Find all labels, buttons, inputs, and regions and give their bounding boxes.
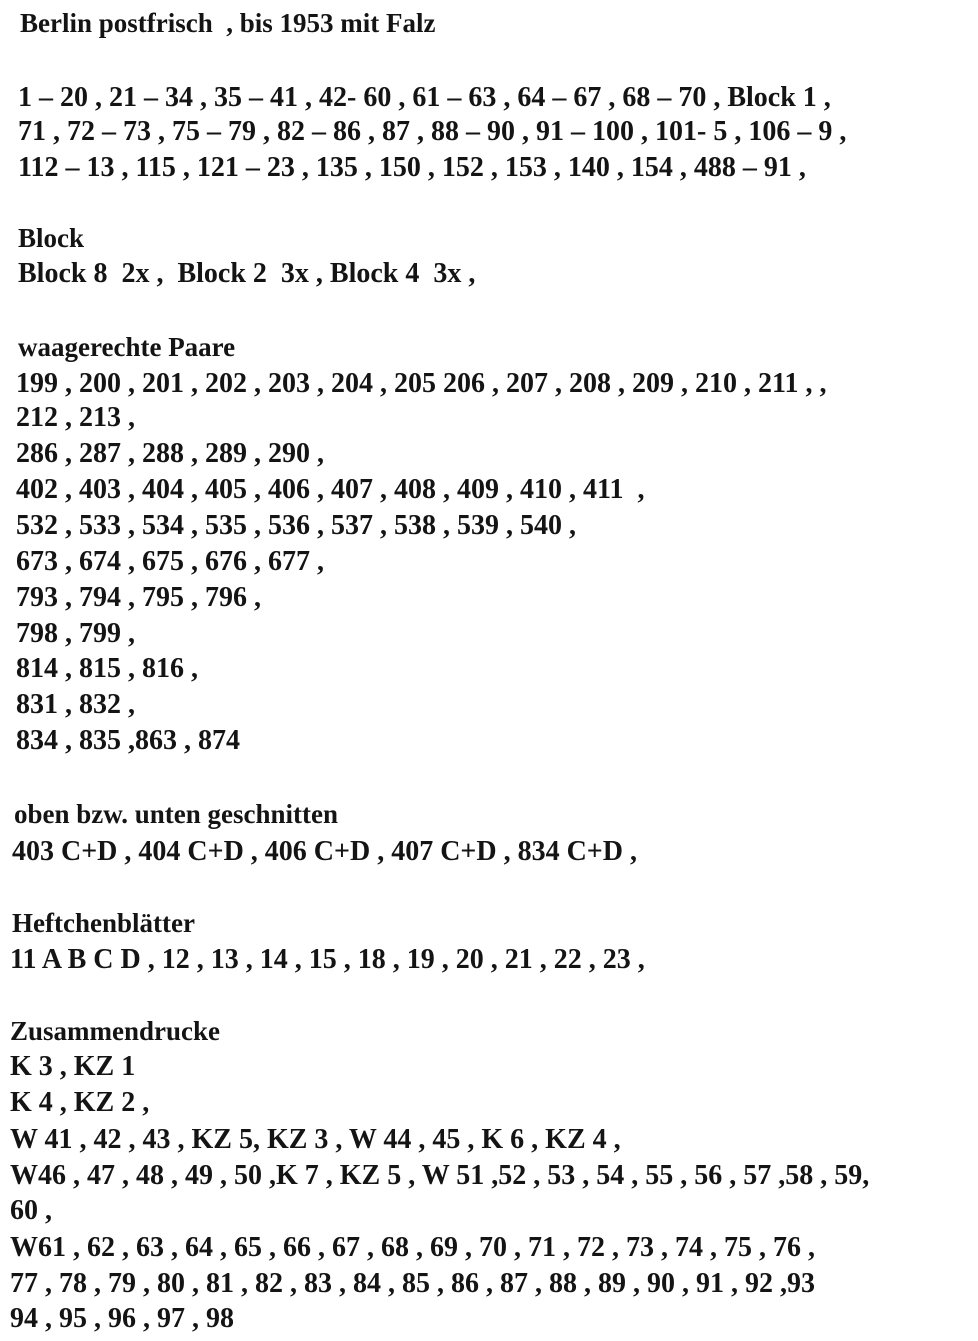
block-heading: Block <box>18 223 85 253</box>
setenant-line: K 3 , KZ 1 <box>10 1051 136 1082</box>
setenant-line: W46 , 47 , 48 , 49 , 50 ,K 7 , KZ 5 , W 51 ,52 , 53 , 54 , 55 , 56 , 57 ,58 , 59, <box>10 1160 870 1191</box>
setenant-line: 77 , 78 , 79 , 80 , 81 , 82 , 83 , 84 , 85 , 86 , 87 , 88 , 89 , 90 , 91 , 92 ,93 <box>10 1268 815 1299</box>
pairs-line: 673 , 674 , 675 , 676 , 677 , <box>16 546 324 577</box>
setenant-line: 94 , 95 , 96 , 97 , 98 <box>10 1303 234 1334</box>
intro-line: 112 – 13 , 115 , 121 – 23 , 135 , 150 , 152 , 153 , 140 , 154 , 488 – 91 , <box>18 152 806 183</box>
booklet-heading: Heftchenblätter <box>12 908 195 938</box>
booklet-line: 11 A B C D , 12 , 13 , 14 , 15 , 18 , 19 , 20 , 21 , 22 , 23 , <box>10 944 645 975</box>
pairs-line: 286 , 287 , 288 , 289 , 290 , <box>16 438 324 469</box>
pairs-line: 532 , 533 , 534 , 535 , 536 , 537 , 538 , 539 , 540 , <box>16 510 576 541</box>
block-line: Block 8 2x , Block 2 3x , Block 4 3x , <box>18 258 476 289</box>
page-title: Berlin postfrisch , bis 1953 mit Falz <box>20 8 436 38</box>
setenant-line: W61 , 62 , 63 , 64 , 65 , 66 , 67 , 68 , 69 , 70 , 71 , 72 , 73 , 74 , 75 , 76 , <box>10 1232 815 1263</box>
setenant-line: K 4 , KZ 2 , <box>10 1087 150 1118</box>
pairs-line: 199 , 200 , 201 , 202 , 203 , 204 , 205 206 , 207 , 208 , 209 , 210 , 211 , , <box>16 368 827 399</box>
setenant-line: 60 , <box>10 1195 52 1226</box>
pairs-line: 212 , 213 , <box>16 402 135 433</box>
pairs-heading: waagerechte Paare <box>18 332 236 362</box>
intro-line: 1 – 20 , 21 – 34 , 35 – 41 , 42- 60 , 61 – 63 , 64 – 67 , 68 – 70 , Block 1 , <box>18 82 831 113</box>
pairs-line: 402 , 403 , 404 , 405 , 406 , 407 , 408 , 409 , 410 , 411 , <box>16 474 645 505</box>
pairs-line: 793 , 794 , 795 , 796 , <box>16 582 261 613</box>
cut-heading: oben bzw. unten geschnitten <box>14 799 339 829</box>
pairs-line: 834 , 835 ,863 , 874 <box>16 725 240 756</box>
setenant-heading: Zusammendrucke <box>10 1016 221 1046</box>
setenant-line: W 41 , 42 , 43 , KZ 5, KZ 3 , W 44 , 45 , K 6 , KZ 4 , <box>10 1124 621 1155</box>
intro-line: 71 , 72 – 73 , 75 – 79 , 82 – 86 , 87 , 88 – 90 , 91 – 100 , 101- 5 , 106 – 9 , <box>18 116 847 147</box>
pairs-line: 798 , 799 , <box>16 618 135 649</box>
pairs-line: 814 , 815 , 816 , <box>16 653 198 684</box>
pairs-line: 831 , 832 , <box>16 689 135 720</box>
cut-line: 403 C+D , 404 C+D , 406 C+D , 407 C+D , 834 C+D , <box>12 836 637 867</box>
